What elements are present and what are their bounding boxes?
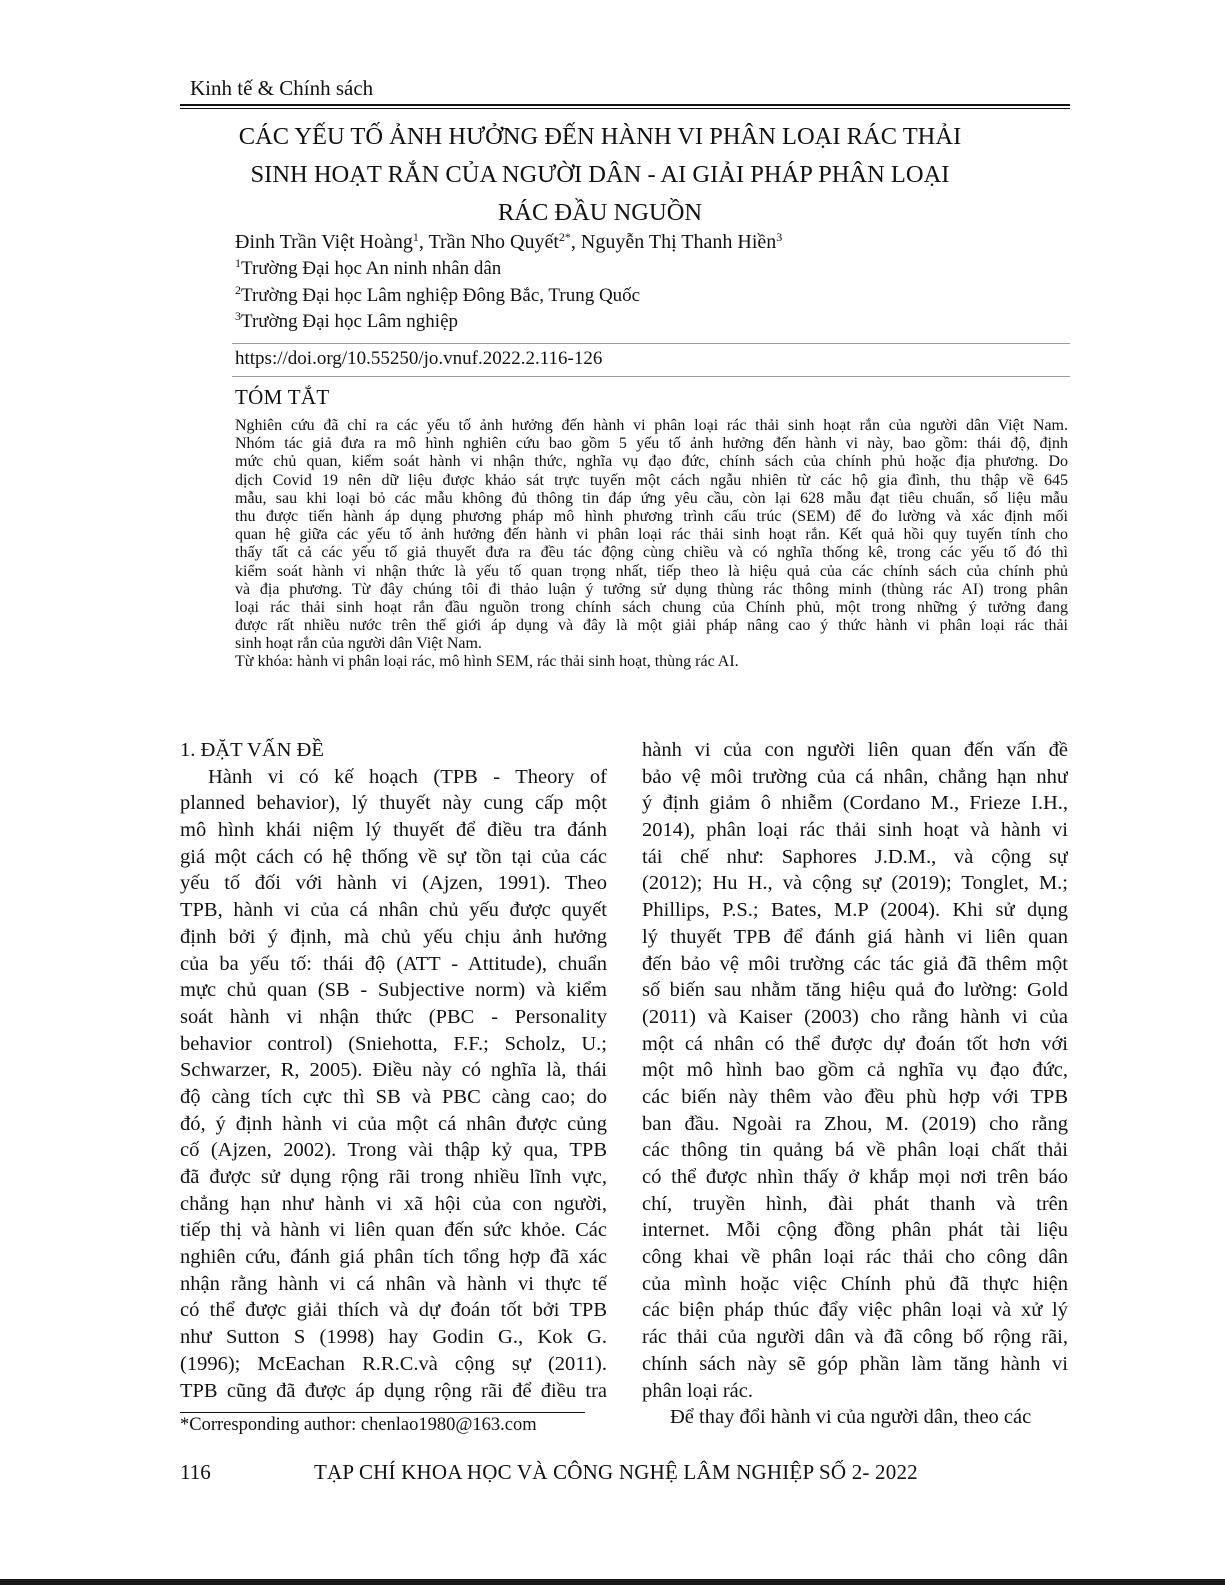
header-rule-thick (180, 104, 1070, 106)
scan-edge (0, 1579, 1225, 1585)
title-line: RÁC ĐẦU NGUỒN (497, 199, 703, 226)
body-line: internet. Mỗi cộng đồng phân phát tài liệu (642, 1219, 1068, 1242)
divider (232, 343, 1070, 344)
body-line: các biến này thêm vào đều phù hợp với TPB (642, 1085, 1068, 1108)
article-title (190, 118, 1010, 232)
body-line: một mô hình bao gồm cả nghĩa vụ đạo đức, (642, 1059, 1068, 1082)
header-rule-thin (180, 108, 1070, 109)
body-line: ý định giảm ô nhiễm (Cordano M., Frieze I.H., (642, 792, 1068, 815)
body-line: số biến sau nhằm tăng hiệu quả đo lường: Gold (642, 979, 1068, 1002)
abstract-line: được rất nhiều nước trên thế giới áp dụng và đây là một giải pháp nâng cao ý thức hành vi phân loại rác thải (235, 617, 1068, 635)
section-heading: 1. ĐẶT VẤN ĐỀ (180, 739, 324, 761)
abstract-line: thấy tất cả các yếu tố giả thuyết đưa ra đều tác động cùng chiều và có nghĩa thống kê, trong các yếu tố đó thì (235, 544, 1068, 562)
abstract-line: mức chủ quan, kiểm soát hành vi nhận thức, nghĩa vụ đạo đức, chính sách của chính phủ hoặc địa phương. Do (235, 453, 1068, 471)
journal-name: TẠP CHÍ KHOA HỌC VÀ CÔNG NGHỆ LÂM NGHIỆP SỐ 2- 2022 (314, 1460, 918, 1484)
abstract-body (235, 417, 1068, 672)
body-line: chẳng hạn như hành vi xã hội của con người, (180, 1192, 607, 1215)
body-line: có thể được giải thích và dự đoán tốt bởi TPB (180, 1299, 607, 1322)
affiliation-mark: 3 (235, 309, 241, 323)
abstract-line: loại rác thải sinh hoạt rắn đầu nguồn trong chính sách chung của Chính phủ, một trong những ý tưởng đang (235, 598, 1068, 616)
abstract-heading: TÓM TẮT (235, 385, 330, 409)
body-line: Hành vi có kế hoạch (TPB - Theory of (208, 765, 607, 788)
affiliation (235, 285, 640, 307)
body-line: giá một cách có hệ thống về sự tồn tại của các (180, 845, 607, 868)
author-separator: , (570, 231, 581, 253)
body-line: cố (Ajzen, 2002). Trong vài thập kỷ qua, TPB (180, 1139, 607, 1162)
body-line: có thể được nhìn thấy ở khắp mọi nơi trên báo (642, 1166, 1068, 1188)
author-affil-mark: 2* (558, 230, 571, 244)
affiliation-mark: 1 (235, 256, 241, 270)
body-line: như Sutton S (1998) hay Godin G., Kok G. (180, 1326, 607, 1349)
body-line: bảo vệ môi trường của cá nhân, chẳng hạn như (642, 765, 1068, 788)
author-affil-mark: 3 (776, 230, 783, 244)
body-line: đó, ý định hành vi của một cá nhân được củng (180, 1112, 607, 1135)
body-line: (1996); McEachan R.R.C.và cộng sự (2011). (180, 1352, 607, 1375)
title-line: SINH HOẠT RẮN CỦA NGƯỜI DÂN - AI GIẢI PHÁP PHÂN LOẠI (250, 161, 950, 188)
body-line: ban đầu. Ngoài ra Zhou, M. (2019) cho rằng (642, 1112, 1068, 1135)
author-name: Trần Nho Quyết (428, 231, 559, 253)
body-line: chính sách này sẽ góp phần làm tăng hành vi (642, 1352, 1068, 1375)
body-line: của mình hoặc việc Chính phủ đã thực hiện (642, 1272, 1068, 1295)
body-line: các thông tin quảng bá về phân loại chất thải (642, 1139, 1068, 1162)
author-affil-mark: 1 (412, 230, 419, 244)
affiliation-text: Trường Đại học An ninh nhân dân (241, 258, 502, 279)
body-line: (2012); Hu H., và cộng sự (2019); Tonglet, M.; (642, 872, 1068, 895)
body-line: Để thay đổi hành vi của người dân, theo các (670, 1406, 1032, 1429)
affiliation-mark: 2 (235, 283, 241, 297)
affiliation-text: Trường Đại học Lâm nghiệp (241, 311, 459, 332)
doi-link[interactable]: https://doi.org/10.55250/jo.vnuf.2022.2.116-126 (235, 348, 603, 369)
body-line: TPB, hành vi của cá nhân chủ yếu được quyết (180, 899, 607, 922)
abstract-line: kiểm soát hành vi nhận thức là yếu tố quan trọng nhất, tiếp theo là hiệu quả của các chính sách của chính phủ (235, 562, 1068, 580)
body-line: nghiên cứu, đánh giá phân tích tổng hợp đã xác (180, 1246, 607, 1269)
author-list (235, 231, 782, 254)
body-line: đến bảo vệ môi trường các tác giả đã thêm một (642, 952, 1068, 975)
abstract-line: quan hệ giữa các yếu tố ảnh hưởng đến hành vi phân loại rác thải sinh hoạt rắn. Kết quả hồi quy tuyến tính cho (235, 526, 1068, 544)
body-line: Schwarzer, R, 2005). Điều này có nghĩa là, thái (180, 1059, 607, 1082)
body-line: Phillips, P.S.; Bates, M.P (2004). Khi sử dụng (642, 899, 1068, 922)
affiliation (235, 258, 501, 280)
divider (232, 376, 1070, 377)
body-line: rác thải của người dân và đã công bố rộng rãi, (642, 1326, 1068, 1349)
body-line: một cá nhân có thể được dự đoán tốt hơn với (642, 1032, 1068, 1055)
author-name: Đinh Trần Việt Hoàng (235, 231, 413, 253)
body-column-right (642, 737, 1068, 1431)
body-line: mực chủ quan (SB - Subjective norm) và kiểm (180, 979, 607, 1002)
body-line: hành vi của con người liên quan đến vấn đề (642, 739, 1068, 761)
body-column-left (180, 737, 607, 1404)
affiliation-text: Trường Đại học Lâm nghiệp Đông Bắc, Trung Quốc (241, 285, 641, 306)
body-line: phân loại rác. (642, 1379, 753, 1402)
abstract-line: Nhóm tác giả đưa ra mô hình nghiên cứu bao gồm 5 yếu tố ảnh hưởng đến hành vi này, bao gồm: thái độ, định (235, 435, 1068, 453)
author-separator: , (418, 231, 429, 253)
body-line: mô hình khái niệm lý thuyết để điều tra đánh (180, 819, 607, 842)
body-line: định bởi ý định, mà chủ yếu chịu ảnh hưởng (180, 925, 607, 948)
body-line: đã được sử dụng rộng rãi trong nhiều lĩnh vực, (180, 1166, 607, 1188)
body-line: chí, truyền hình, đài phát thanh và trên (642, 1192, 1068, 1215)
abstract-line: sinh hoạt rắn của người dân Việt Nam. (235, 635, 482, 653)
body-line: planned behavior), lý thuyết này cung cấp một (180, 792, 607, 815)
keywords: Từ khóa: hành vi phân loại rác, mô hình SEM, rác thải sinh hoạt, thùng rác AI. (235, 653, 739, 671)
author-name: Nguyễn Thị Thanh Hiền (580, 231, 777, 253)
title-line: CÁC YẾU TỐ ẢNH HƯỞNG ĐẾN HÀNH VI PHÂN LOẠI RÁC THẢI (238, 123, 962, 150)
page-number: 116 (180, 1460, 211, 1484)
section-label: Kinh tế & Chính sách (190, 76, 374, 100)
body-line: các biện pháp thúc đẩy việc phân loại và xử lý (642, 1299, 1068, 1322)
affiliation (235, 311, 458, 333)
corresponding-author-note: *Corresponding author: chenlao1980@163.com (180, 1415, 537, 1435)
abstract-line: và địa phương. Từ đây chúng tôi đi thảo luận ý tưởng sử dụng thùng rác thông minh (thùng rác AI) trong phân (235, 580, 1068, 598)
body-line: soát hành vi nhận thức (PBC - Personality (180, 1005, 607, 1028)
abstract-line: mẫu, sau khi loại bỏ các mẫu không đủ thông tin đáp ứng yêu cầu, còn lại 628 mẫu đạt tiêu chuẩn, số liệu mẫu (235, 489, 1068, 507)
footnote-rule (180, 1412, 585, 1413)
body-line: nhận rằng hành vi cá nhân và hành vi thực tế (180, 1272, 607, 1295)
body-line: behavior control) (Sniehotta, F.F.; Scholz, U.; (180, 1032, 607, 1055)
body-line: yếu tố đối với hành vi (Ajzen, 1991). Theo (180, 872, 607, 895)
body-line: tiếp thị và hành vi liên quan đến sức khỏe. Các (180, 1219, 607, 1242)
body-line: tái chế như: Saphores J.D.M., và cộng sự (642, 845, 1068, 868)
body-line: công khai về phân loại rác thải cho công dân (642, 1246, 1068, 1269)
abstract-line: thu được tiến hành áp dụng phương pháp mô hình phương trình cấu trúc (SEM) để đo lường và xác định mối (235, 507, 1068, 525)
body-line: (2011) và Kaiser (2003) cho rằng hành vi của (642, 1005, 1068, 1028)
abstract-line: dịch Covid 19 nên dữ liệu được khảo sát trực tuyến một cách ngẫu nhiên từ các hộ gia đình, thu thập về 645 (235, 471, 1068, 489)
body-line: 2014), phân loại rác thải sinh hoạt và hành vi (642, 819, 1068, 842)
body-line: TPB cũng đã được áp dụng rộng rãi để điều tra (180, 1379, 607, 1402)
body-line: của ba yếu tố: thái độ (ATT - Attitude), chuẩn (180, 952, 607, 975)
abstract-line: Nghiên cứu đã chỉ ra các yếu tố ảnh hưởng đến hành vi phân loại rác thải sinh hoạt rắn của người dân Việt Nam. (235, 417, 1068, 434)
body-line: lý thuyết TPB để đánh giá hành vi liên quan (642, 925, 1068, 948)
body-line: độ càng tích cực thì SB và PBC càng cao; do (180, 1085, 607, 1108)
